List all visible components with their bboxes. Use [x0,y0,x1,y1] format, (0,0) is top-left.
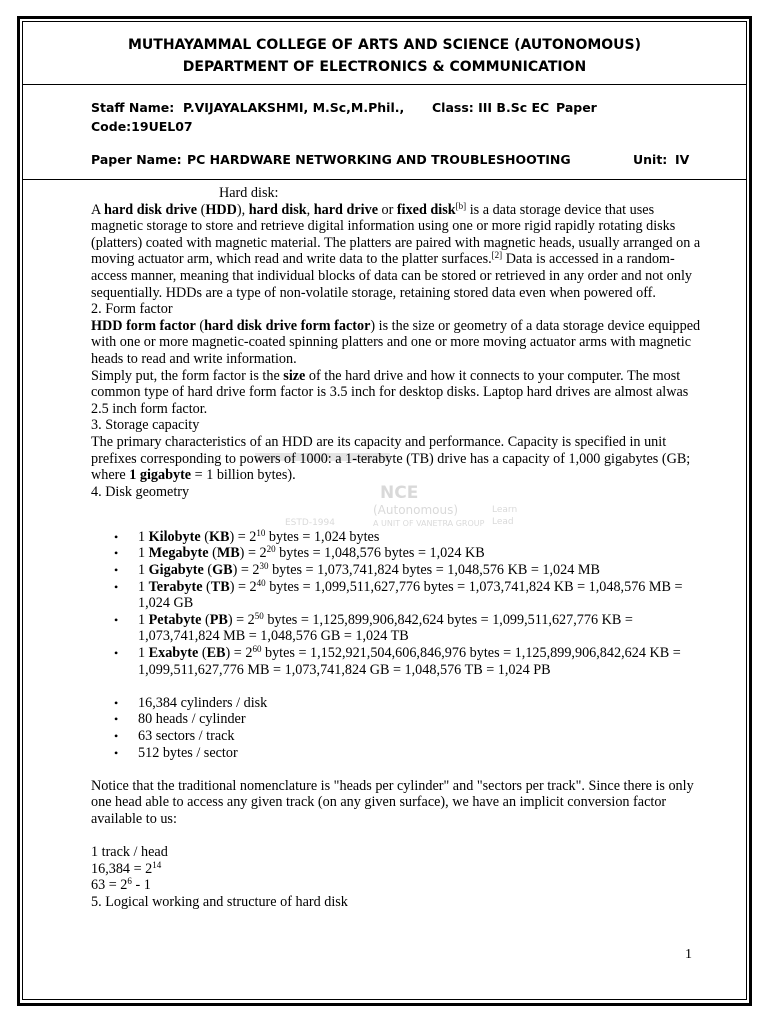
staff-name: P.VIJAYALAKSHMI, M.Sc,M.Phil., [183,100,405,115]
formula-line: 1 track / head [91,844,168,861]
list-item: • 1 Petabyte $(PB) = 2^{50}$ bytes = 1,125,899,906,842,624 bytes = 1,099,511,627,776 KB = 1,073,741,824 MB = 1,048,576 GB = 1,024 TB [138,612,703,645]
list-item: • 63 sectors / track [138,728,703,745]
staff-label: Staff Name: [91,100,175,115]
form-factor-paragraph: Simply put, the form factor is the size of the hard drive and how it connects to your computer. The most common type of hard drive form factor is 3.5 inch for desktop disks. Laptop hard drives are almost alwas 2.5 inch form factor. [91,367,689,417]
meta-divider [22,179,747,180]
paper-name-label: Paper Name: [91,152,182,167]
list-item: • 16,384 cylinders / disk [138,695,703,712]
section-heading: 5. Logical working and structure of hard disk [91,893,348,910]
paper-code: Code:19UEL07 [91,119,193,134]
watermark-text: A UNIT OF VANETRA GROUP [373,519,485,528]
paper-label: Paper [556,100,597,115]
hdd-definition-paragraph: A hard disk drive (HDD), hard disk, hard drive or fixed disk[b] is a data storage device that uses magnetic storage to store and retrieve digital information using one or more rigid rapidly rotating disks (platters) coated with magnetic material. The platters are paired with magnetic heads, usually arranged on a moving actuator arm, which read and write data to the platter surfaces.[2] Data is accessed in a random-access manner, meaning that individual blocks of data can be stored or retrieved in any order and not only sequentially. HDDs are a type of non-volatile storage, retaining stored data even when powered off. [91,200,701,301]
geometry-list [91,695,703,761]
college-name: MUTHAYAMMAL COLLEGE OF ARTS AND SCIENCE (AUTONOMOUS) [127,37,642,53]
watermark-text: ESTD-1994 [285,518,335,528]
section-heading: 4. Disk geometry [91,483,190,500]
unit-value: IV [675,152,690,167]
formula-line: $16,384 = 2^{14}$ [91,859,162,877]
capacity-paragraph: The primary characteristics of an HDD are its capacity and performance. Capacity is specified in unit prefixes corresponding to powers of 1000: a 1-terabyte (TB) drive has a capacity of 1,000 gigabytes (GB; where 1 gigabyte = 1 billion bytes). [91,433,691,484]
section-heading: 2. Form factor [91,301,173,318]
watermark-text: Lead [492,517,514,527]
section-title: Hard disk: [219,185,279,201]
header-divider [22,84,747,85]
list-item: • 80 heads / cylinder [138,711,703,728]
unit-list [91,529,703,678]
section-heading: 3. Storage capacity [91,417,200,434]
nomenclature-paragraph: Notice that the traditional nomenclature is "heads per cylinder" and "sectors per track". Since there is only one head able to access any given track (on any given surface), we have an implicit conversion factor available to us: [91,777,694,827]
watermark-text: NCE [380,483,419,503]
list-item: • 1 Terabyte $(TB) = 2^{40}$ bytes = 1,099,511,627,776 bytes = 1,073,741,824 KB = 1,048,576 MB = 1,024 GB [138,579,703,612]
formula-line: $63 = 2^6 - 1$ [91,876,151,894]
class-label: Class: III B.Sc EC [432,100,550,115]
document-body [91,185,703,911]
form-factor-paragraph: HDD form factor (hard disk drive form factor) is the size or geometry of a data storage device equipped with one or more magnetic-coated spinning platters and one or more moving actuator arms with magnetic heads to read and write information. [91,317,701,367]
page-number: 1 [685,947,692,962]
list-item: • 1 Megabyte $(MB) = 2^{20}$ bytes = 1,048,576 bytes = 1,024 KB [138,545,703,562]
list-item: • 1 Gigabyte $(GB) = 2^{30}$ bytes = 1,073,741,824 bytes = 1,048,576 KB = 1,024 MB [138,562,703,579]
unit-label: Unit: [633,152,668,167]
paper-name: PC HARDWARE NETWORKING AND TROUBLESHOOTING [187,152,571,167]
list-item: • 1 Exabyte $(EB) = 2^{60}$ bytes = 1,152,921,504,606,846,976 bytes = 1,125,899,906,842,624 KB = 1,099,511,627,776 MB = 1,073,741,824 GB = 1,048,576 TB = 1,024 PB [138,645,703,678]
department-name: DEPARTMENT OF ELECTRONICS & COMMUNICATION [182,59,587,75]
watermark-text: (Autonomous) [373,503,459,517]
watermark-text: Learn [492,505,518,515]
list-item: • 512 bytes / sector [138,745,703,762]
list-item: • 1 Kilobyte $(KB) = 2^{10}$ bytes = 1,024 bytes [138,529,703,546]
